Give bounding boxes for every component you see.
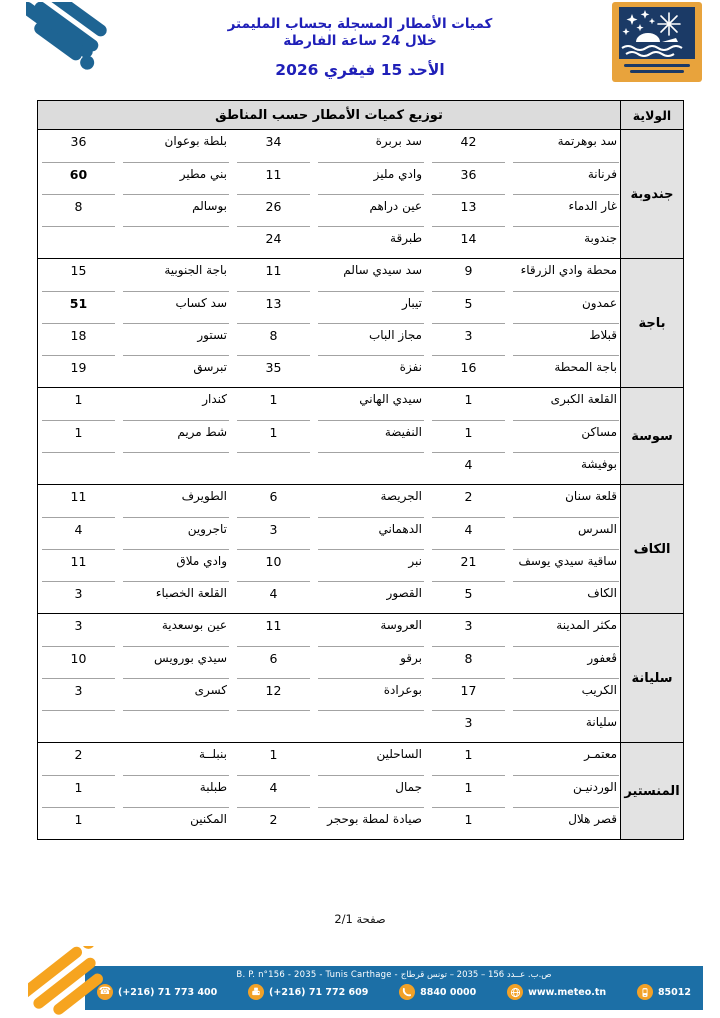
station-name-cell: العروسة bbox=[380, 618, 422, 632]
station-name-cell: تستور bbox=[123, 323, 229, 355]
footer-bar bbox=[85, 966, 703, 1010]
station-name-cell: بوسالم bbox=[123, 194, 229, 226]
table-row bbox=[38, 388, 620, 420]
footer-address bbox=[85, 966, 703, 980]
station-name-cell: بلطة بوعوان bbox=[164, 134, 227, 148]
station-name-cell: تيبار bbox=[318, 291, 424, 323]
rainfall-value-cell: 1 bbox=[42, 775, 115, 807]
station-name-cell: المكنين bbox=[123, 807, 229, 839]
governorate-label: سليانة bbox=[620, 614, 683, 742]
station-name-cell: جمال bbox=[318, 775, 424, 807]
table-row bbox=[38, 743, 620, 775]
group-rows bbox=[38, 614, 620, 742]
station-name-cell: عين بوسعدية bbox=[161, 618, 227, 632]
table-row bbox=[38, 581, 620, 613]
group-rows bbox=[38, 388, 620, 484]
governorate-group bbox=[38, 484, 683, 613]
table-row bbox=[38, 646, 620, 678]
footer-swoosh-decoration bbox=[28, 946, 123, 1018]
rainfall-value-cell: 13 bbox=[237, 291, 310, 323]
rainfall-value-cell: 6 bbox=[237, 646, 310, 678]
station-name-cell: وادي مليز bbox=[318, 162, 424, 194]
station-name-cell: قصر هلال bbox=[513, 807, 619, 839]
group-rows bbox=[38, 259, 620, 387]
station-name-cell: سيدي الهاني bbox=[359, 392, 422, 406]
station-name-cell: شط مريم bbox=[123, 420, 229, 452]
rainfall-value-cell: 51 bbox=[42, 291, 115, 323]
rainfall-value-cell: 3 bbox=[42, 581, 115, 613]
sms-icon bbox=[637, 984, 653, 1000]
station-name-cell: الساحلين bbox=[376, 747, 422, 761]
footer-contacts bbox=[85, 980, 703, 1000]
station-name-cell: صيادة لمطة بوحجر bbox=[318, 807, 424, 839]
rainfall-value-cell: 1 bbox=[464, 747, 473, 762]
station-name-cell: الوردنيـن bbox=[513, 775, 619, 807]
rainfall-value-cell: 1 bbox=[432, 420, 505, 452]
station-name-cell: القصور bbox=[318, 581, 424, 613]
rainfall-value-cell: 19 bbox=[42, 355, 115, 387]
contact-label: www.meteo.tn bbox=[528, 986, 607, 998]
station-name-cell: بوعرادة bbox=[318, 678, 424, 710]
rainfall-value-cell: 11 bbox=[237, 162, 310, 194]
rainfall-value-cell: 3 bbox=[432, 710, 505, 742]
rainfall-value-cell: 2 bbox=[237, 807, 310, 839]
rainfall-value-cell: 2 bbox=[464, 489, 473, 504]
contact-label: 85012 bbox=[657, 986, 691, 998]
rainfall-value-cell: 11 bbox=[70, 489, 87, 504]
governorate-label: جندوبة bbox=[620, 130, 683, 258]
station-name-cell: نبر bbox=[318, 549, 424, 581]
rainfall-value-cell: 8 bbox=[432, 646, 505, 678]
rainfall-value-cell: 4 bbox=[432, 517, 505, 549]
rainfall-value-cell: 15 bbox=[70, 263, 87, 278]
governorate-column-header: الولاية bbox=[620, 101, 683, 129]
table-header-row bbox=[38, 101, 683, 129]
rainfall-value-cell: 14 bbox=[432, 226, 505, 258]
rainfall-value-cell: 1 bbox=[432, 775, 505, 807]
rainfall-value-cell: 3 bbox=[237, 517, 310, 549]
rainfall-value-cell: 1 bbox=[42, 420, 115, 452]
station-name-cell bbox=[318, 452, 424, 484]
station-name-cell: الجريصة bbox=[380, 489, 422, 503]
rainfall-value-cell: 12 bbox=[237, 678, 310, 710]
table-row bbox=[38, 614, 620, 646]
station-name-cell: مجاز الباب bbox=[318, 323, 424, 355]
rainfall-value-cell: 1 bbox=[237, 420, 310, 452]
rainfall-value-cell: 13 bbox=[432, 194, 505, 226]
station-name-cell: ساقية سيدي يوسف bbox=[513, 549, 619, 581]
rainfall-value-cell: 8 bbox=[42, 194, 115, 226]
rainfall-value-cell: 1 bbox=[74, 392, 83, 407]
governorate-label: الكاف bbox=[620, 485, 683, 613]
footer-address-arabic: ص.ب. عــدد 156 – 2035 – تونس قرطاج bbox=[400, 970, 552, 980]
fax-icon bbox=[248, 984, 264, 1000]
distribution-header: توزيع كميات الأمطار حسب المناطق bbox=[215, 107, 443, 123]
rainfall-value-cell: 4 bbox=[432, 452, 505, 484]
station-name-cell: تاجروين bbox=[123, 517, 229, 549]
rainfall-value-cell bbox=[237, 710, 310, 742]
station-name-cell: فرنانة bbox=[513, 162, 619, 194]
station-name-cell: معتمـر bbox=[584, 747, 617, 761]
rainfall-table bbox=[37, 100, 684, 840]
station-name-cell bbox=[318, 710, 424, 742]
station-name-cell: نفزة bbox=[318, 355, 424, 387]
station-name-cell: الكاف bbox=[513, 581, 619, 613]
rainfall-value-cell: 1 bbox=[464, 392, 473, 407]
station-name-cell: قبلاط bbox=[513, 323, 619, 355]
table-row bbox=[38, 420, 620, 452]
governorate-group bbox=[38, 742, 683, 839]
rainfall-value-cell: 10 bbox=[237, 549, 310, 581]
station-name-cell: سد بوهرتمة bbox=[557, 134, 617, 148]
station-name-cell: سد بربرة bbox=[375, 134, 422, 148]
table-row bbox=[38, 355, 620, 387]
report-title-line2: خلال 24 ساعة الفارطة bbox=[283, 33, 437, 49]
station-name-cell: الطويرف bbox=[181, 489, 227, 503]
table-groups bbox=[38, 129, 683, 839]
station-name-cell: جندوبة bbox=[513, 226, 619, 258]
rainfall-value-cell: 3 bbox=[42, 678, 115, 710]
rainfall-value-cell: 1 bbox=[269, 747, 278, 762]
rainfall-value-cell: 9 bbox=[464, 263, 473, 278]
governorate-label: المنستير bbox=[620, 743, 683, 839]
footer-contact-item bbox=[507, 984, 606, 1000]
table-row bbox=[38, 259, 620, 291]
rainfall-value-cell: 34 bbox=[265, 134, 282, 149]
contact-label: (+216) 71 772 609 bbox=[269, 986, 369, 998]
rainfall-value-cell: 36 bbox=[432, 162, 505, 194]
station-name-cell: طبلبة bbox=[123, 775, 229, 807]
rainfall-value-cell: 3 bbox=[464, 618, 473, 633]
station-name-cell: النفيضة bbox=[318, 420, 424, 452]
group-rows bbox=[38, 130, 620, 258]
governorate-label: باجة bbox=[620, 259, 683, 387]
station-name-cell: الدهماني bbox=[318, 517, 424, 549]
station-name-cell: سيدي بورويس bbox=[123, 646, 229, 678]
footer-contact-item bbox=[248, 984, 368, 1000]
station-name-cell: عمدون bbox=[513, 291, 619, 323]
table-row bbox=[38, 323, 620, 355]
rainfall-value-cell: 11 bbox=[42, 549, 115, 581]
rainfall-value-cell: 1 bbox=[432, 807, 505, 839]
rainfall-value-cell: 18 bbox=[42, 323, 115, 355]
group-rows bbox=[38, 743, 620, 839]
station-name-cell: السرس bbox=[513, 517, 619, 549]
rainfall-value-cell: 24 bbox=[237, 226, 310, 258]
group-rows bbox=[38, 485, 620, 613]
rainfall-value-cell: 3 bbox=[74, 618, 83, 633]
governorate-group bbox=[38, 129, 683, 258]
station-name-cell bbox=[123, 226, 229, 258]
rainfall-value-cell: 10 bbox=[42, 646, 115, 678]
report-header bbox=[0, 16, 720, 79]
rainfall-value-cell: 4 bbox=[42, 517, 115, 549]
station-name-cell: باجة المحطة bbox=[513, 355, 619, 387]
station-name-cell: بنبلــة bbox=[198, 747, 227, 761]
station-name-cell: برقو bbox=[318, 646, 424, 678]
station-name-cell: عين دراهم bbox=[318, 194, 424, 226]
rainfall-value-cell: 2 bbox=[74, 747, 83, 762]
contact-label: (+216) 71 773 400 bbox=[118, 986, 218, 998]
station-name-cell: القلعة الخصباء bbox=[123, 581, 229, 613]
governorate-group bbox=[38, 613, 683, 742]
governorate-label: سوسة bbox=[620, 388, 683, 484]
table-row bbox=[38, 162, 620, 194]
station-name-cell: سد كساب bbox=[123, 291, 229, 323]
station-name-cell: كسرى bbox=[123, 678, 229, 710]
table-row bbox=[38, 549, 620, 581]
station-name-cell: غار الدماء bbox=[513, 194, 619, 226]
rainfall-value-cell bbox=[237, 452, 310, 484]
rainfall-value-cell: 17 bbox=[432, 678, 505, 710]
page-number: صفحة 2/1 bbox=[334, 912, 386, 926]
station-name-cell: تبرسق bbox=[123, 355, 229, 387]
rainfall-value-cell: 35 bbox=[237, 355, 310, 387]
table-row bbox=[38, 775, 620, 807]
station-name-cell: قلعة سنان bbox=[565, 489, 617, 503]
station-name-cell: ڤعفور bbox=[513, 646, 619, 678]
table-row bbox=[38, 710, 620, 742]
station-name-cell: كندار bbox=[202, 392, 227, 406]
governorate-group bbox=[38, 258, 683, 387]
rainfall-value-cell: 60 bbox=[42, 162, 115, 194]
footer-address-latin: B. P. n°156 - 2035 - Tunis Carthage - bbox=[236, 970, 401, 980]
table-row bbox=[38, 485, 620, 517]
station-name-cell: طبرقة bbox=[318, 226, 424, 258]
rainfall-value-cell: 21 bbox=[432, 549, 505, 581]
station-name-cell: مكثر المدينة bbox=[556, 618, 617, 632]
rainfall-value-cell: 1 bbox=[269, 392, 278, 407]
station-name-cell: محطة وادي الزرقاء bbox=[520, 263, 617, 277]
station-name-cell: بني مطير bbox=[123, 162, 229, 194]
footer-contact-item bbox=[637, 984, 691, 1000]
rainfall-value-cell: 16 bbox=[432, 355, 505, 387]
table-row bbox=[38, 452, 620, 484]
station-name-cell bbox=[123, 452, 229, 484]
rainfall-value-cell: 8 bbox=[237, 323, 310, 355]
report-date: الأحد 15 فيفري 2026 bbox=[275, 61, 445, 79]
footer-contact-item bbox=[399, 984, 476, 1000]
table-row bbox=[38, 130, 620, 162]
rainfall-value-cell: 11 bbox=[265, 263, 282, 278]
rainfall-value-cell: 3 bbox=[432, 323, 505, 355]
rainfall-value-cell: 4 bbox=[237, 581, 310, 613]
station-name-cell: سليانة bbox=[513, 710, 619, 742]
globe-icon bbox=[507, 984, 523, 1000]
station-name-cell: وادي ملاق bbox=[123, 549, 229, 581]
rainfall-value-cell bbox=[42, 452, 115, 484]
governorate-group bbox=[38, 387, 683, 484]
rainfall-value-cell: 11 bbox=[265, 618, 282, 633]
table-row bbox=[38, 678, 620, 710]
station-name-cell: سد سيدي سالم bbox=[343, 263, 422, 277]
rainfall-value-cell bbox=[42, 226, 115, 258]
station-name-cell: باجة الجنوبية bbox=[164, 263, 227, 277]
station-name-cell: مساكن bbox=[513, 420, 619, 452]
report-title-line1: كميات الأمطار المسجلة بحساب المليمتر bbox=[227, 16, 493, 32]
rainfall-value-cell: 26 bbox=[237, 194, 310, 226]
rainfall-value-cell bbox=[42, 710, 115, 742]
station-name-cell: القلعة الكبرى bbox=[550, 392, 617, 406]
rainfall-value-cell: 36 bbox=[70, 134, 87, 149]
station-name-cell: بوفيشة bbox=[513, 452, 619, 484]
station-name-cell bbox=[123, 710, 229, 742]
rainfall-value-cell: 6 bbox=[269, 489, 278, 504]
table-row bbox=[38, 226, 620, 258]
phone-icon: ☎ bbox=[97, 984, 113, 1000]
contact-label: 8840 0000 bbox=[420, 986, 477, 998]
table-row bbox=[38, 291, 620, 323]
rainfall-value-cell: 5 bbox=[432, 291, 505, 323]
handset-icon bbox=[399, 984, 415, 1000]
table-row bbox=[38, 194, 620, 226]
rainfall-value-cell: 1 bbox=[42, 807, 115, 839]
rainfall-value-cell: 5 bbox=[432, 581, 505, 613]
rainfall-value-cell: 4 bbox=[237, 775, 310, 807]
rainfall-value-cell: 42 bbox=[460, 134, 477, 149]
table-row bbox=[38, 517, 620, 549]
station-name-cell: الكريب bbox=[513, 678, 619, 710]
table-row bbox=[38, 807, 620, 839]
